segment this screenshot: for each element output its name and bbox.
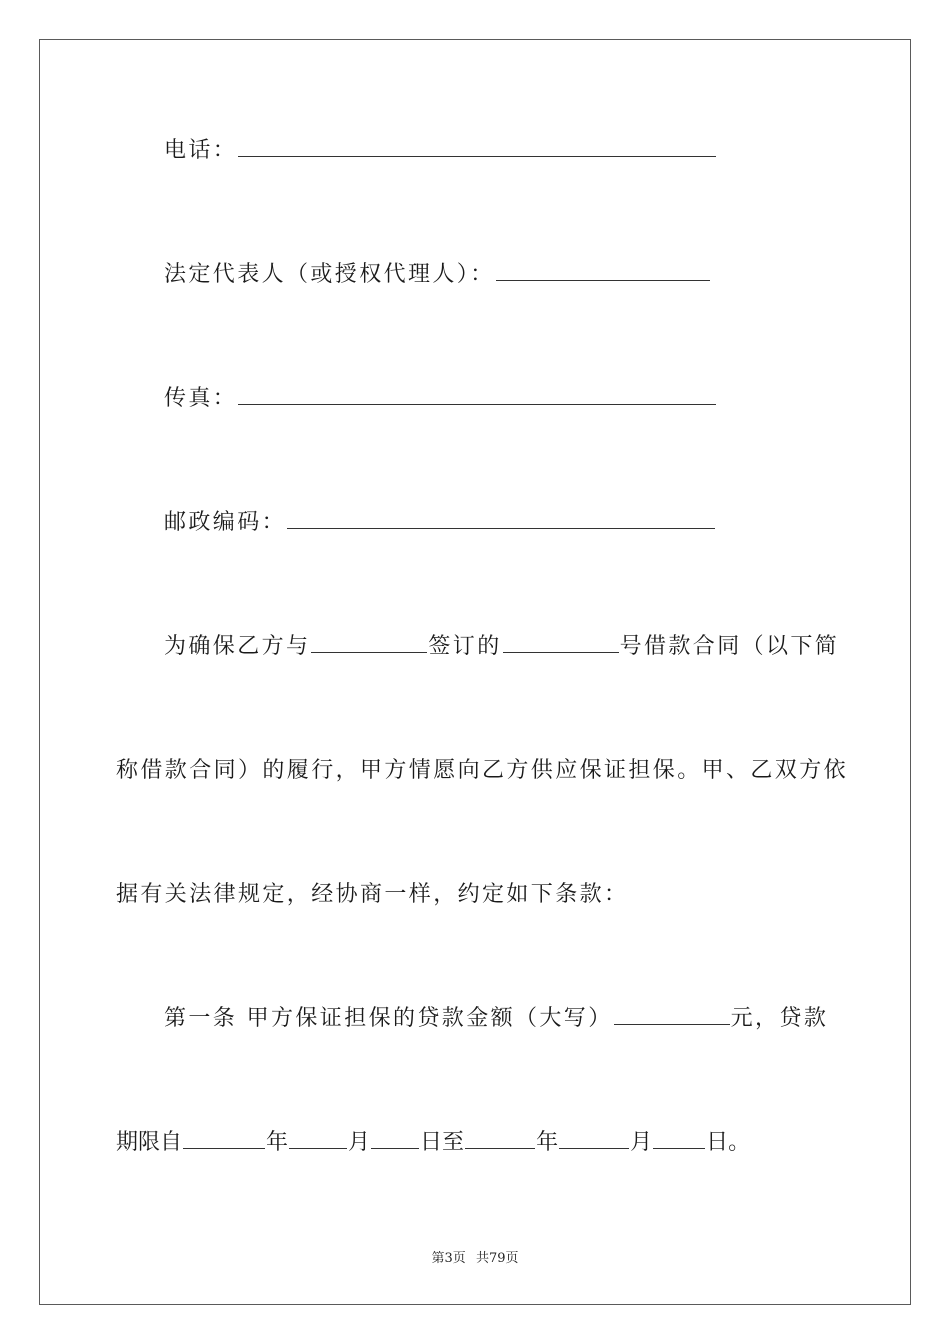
day-end-label: 日。 (706, 1130, 751, 1155)
phone-label: 电话： (164, 138, 238, 163)
paragraph1-line3: 据有关法律规定，经协商一样，约定如下条款： (116, 882, 629, 907)
year2-label: 年 (536, 1130, 559, 1155)
start-year-blank[interactable] (183, 1147, 265, 1149)
article1-text-a: 甲方保证担保的贷款金额（大写） (246, 1006, 613, 1031)
phone-line (164, 136, 717, 166)
year-label: 年 (266, 1130, 289, 1155)
end-year-blank[interactable] (465, 1147, 535, 1149)
page-footer (0, 1247, 950, 1266)
party-blank[interactable] (311, 651, 427, 653)
start-day-blank[interactable] (371, 1147, 419, 1149)
legal-rep-blank[interactable] (496, 279, 710, 281)
loan-amount-blank[interactable] (614, 1023, 730, 1025)
article1-heading: 第一条 (164, 1006, 238, 1031)
paragraph1-text-a: 为确保乙方与 (164, 634, 311, 659)
article1-line1 (164, 1004, 828, 1034)
postcode-label: 邮政编码： (164, 510, 287, 535)
period-prefix: 期限自 (116, 1130, 183, 1155)
contract-number-blank[interactable] (503, 651, 619, 653)
day-to-label: 日至 (420, 1130, 465, 1155)
postcode-line (164, 508, 716, 538)
paragraph1-line2: 称借款合同）的履行，甲方情愿向乙方供应保证担保。甲、乙双方依 (116, 758, 849, 783)
total-pages: 共79页 (475, 1251, 519, 1266)
postcode-blank[interactable] (287, 527, 715, 529)
end-month-blank[interactable] (559, 1147, 629, 1149)
article1-line2 (116, 1128, 750, 1158)
fax-label: 传真： (164, 386, 238, 411)
page-border (39, 39, 911, 1305)
legal-rep-label: 法定代表人（或授权代理人）： (164, 262, 495, 287)
paragraph1-line1 (164, 632, 839, 662)
start-month-blank[interactable] (289, 1147, 347, 1149)
end-day-blank[interactable] (653, 1147, 705, 1149)
paragraph1-text-b: 签订的 (428, 634, 502, 659)
fax-blank[interactable] (238, 403, 716, 405)
fax-line (164, 384, 717, 414)
month-label: 月 (348, 1130, 371, 1155)
article1-text-b: 元，贷款 (730, 1006, 829, 1031)
page-number: 第3页 (431, 1251, 466, 1266)
phone-blank[interactable] (238, 155, 716, 157)
paragraph1-text-c: 号借款合同（以下简 (619, 634, 840, 659)
month2-label: 月 (630, 1130, 653, 1155)
legal-rep-line (164, 260, 711, 290)
